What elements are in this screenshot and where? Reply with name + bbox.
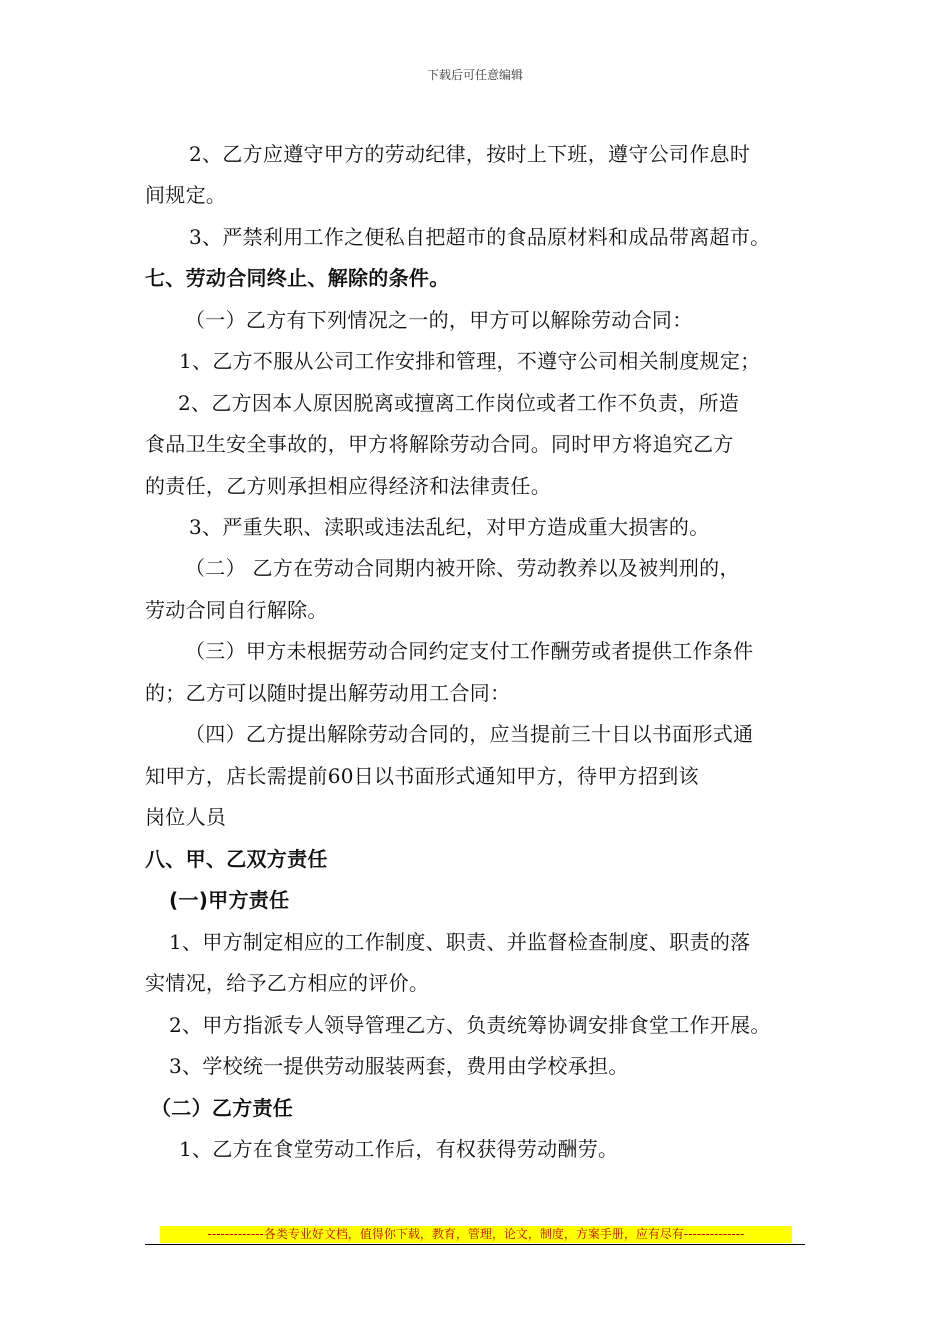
paragraph-line: 3、学校统一提供劳动服装两套，费用由学校承担。 [169, 1054, 629, 1078]
paragraph-line: （三）甲方未根据劳动合同约定支付工作酬劳或者提供工作条件 [185, 639, 754, 663]
paragraph-line: （一）乙方有下列情况之一的，甲方可以解除劳动合同： [185, 308, 693, 332]
paragraph-line: 1、甲方制定相应的工作制度、职责、并监督检查制度、职责的落 [169, 930, 751, 954]
paragraph-line: 2、甲方指派专人领导管理乙方、负责统筹协调安排食堂工作开展。 [169, 1013, 771, 1037]
paragraph-line: 间规定。 [145, 183, 227, 207]
subsection-heading: (一)甲方责任 [169, 888, 290, 912]
section-heading: 七、劳动合同终止、解除的条件。 [145, 266, 450, 290]
paragraph-line: 1、乙方不服从公司工作安排和管理，不遵守公司相关制度规定； [179, 349, 761, 373]
paragraph-line: 知甲方，店长需提前60日以书面形式通知甲方，待甲方招到该 [145, 764, 699, 788]
paragraph-line: 的责任，乙方则承担相应得经济和法律责任。 [145, 474, 551, 498]
paragraph-line: 3、严重失职、渎职或违法乱纪，对甲方造成重大损害的。 [189, 515, 710, 539]
paragraph-line: 1、乙方在食堂劳动工作后，有权获得劳动酬劳。 [179, 1137, 619, 1161]
paragraph-line: （四）乙方提出解除劳动合同的，应当提前三十日以书面形式通 [185, 722, 754, 746]
footer-divider [145, 1244, 805, 1245]
paragraph-line: 2、乙方应遵守甲方的劳动纪律，按时上下班，遵守公司作息时 [189, 142, 751, 166]
paragraph-line: （二） 乙方在劳动合同期内被开除、劳动教养以及被判刑的， [185, 556, 740, 580]
footer-banner: -------------各类专业好文档，值得你下载，教育，管理，论文，制度，方案手册，应有尽有-------------- [160, 1226, 792, 1243]
paragraph-line: 的；乙方可以随时提出解劳动用工合同： [145, 681, 511, 705]
paragraph-line: 劳动合同自行解除。 [145, 598, 328, 622]
paragraph-line: 3、严禁利用工作之便私自把超市的食品原材料和成品带离超市。 [189, 225, 771, 249]
page-header: 下载后可任意编辑 [426, 68, 523, 82]
paragraph-line: 实情况，给予乙方相应的评价。 [145, 971, 430, 995]
paragraph-line: 食品卫生安全事故的，甲方将解除劳动合同。同时甲方将追究乙方 [145, 432, 734, 456]
subsection-heading: （二）乙方责任 [151, 1096, 294, 1120]
paragraph-line: 岗位人员 [145, 805, 227, 829]
paragraph-line: 2、乙方因本人原因脱离或擅离工作岗位或者工作不负责，所造 [178, 391, 740, 415]
section-heading: 八、甲、乙双方责任 [145, 847, 328, 871]
